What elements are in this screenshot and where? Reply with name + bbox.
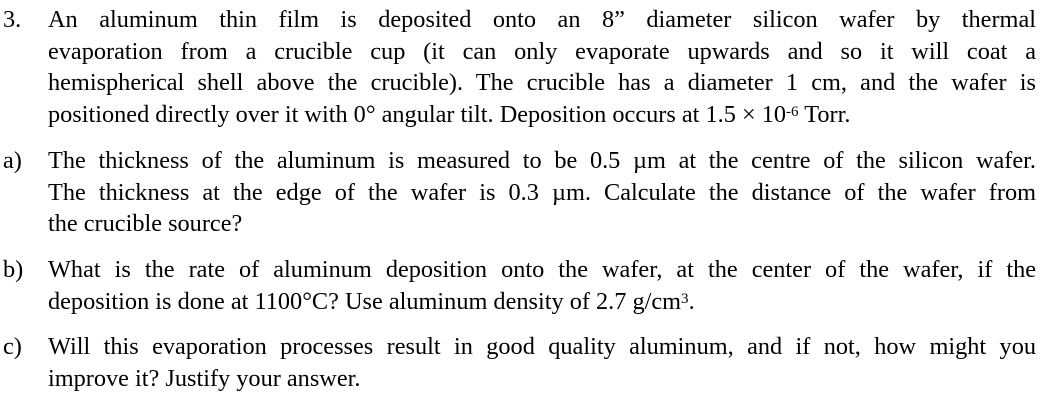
part-c-line-2: improve it? Justify your answer. bbox=[48, 364, 361, 392]
part-a-line-1: The thickness of the aluminum is measured to be 0.5 µm at the centre of the silicon wafer. bbox=[48, 147, 1036, 174]
part-b-line-2-text: deposition is done at 1100°C? Use aluminum density of 2.7 g/cm bbox=[48, 287, 682, 315]
intro-line-2: evaporation from a crucible cup (it can only evaporate upwards and so it will coat a bbox=[48, 37, 1036, 65]
part-a-line-3: the crucible source? bbox=[48, 210, 243, 237]
part-b-line-1: What is the rate of aluminum deposition onto the wafer, at the center of the wafer, if the bbox=[48, 256, 1036, 283]
part-b-line-2 bbox=[48, 286, 1036, 318]
pressure-unit: Torr. bbox=[798, 100, 851, 128]
intro-line-4 bbox=[48, 99, 1036, 131]
part-a-text bbox=[48, 145, 1036, 240]
problem-statement bbox=[48, 4, 1036, 130]
part-c-text bbox=[48, 331, 1036, 394]
part-c-line-1: Will this evaporation processes result in good quality aluminum, and if not, how might you bbox=[48, 333, 1036, 360]
part-a-line-2: The thickness at the edge of the wafer is 0.3 µm. Calculate the distance of the wafer from bbox=[48, 178, 1036, 206]
part-c-marker: c) bbox=[3, 333, 22, 360]
part-b-line-2-end: . bbox=[688, 287, 695, 315]
intro-line-1: An aluminum thin film is deposited onto an 8” diameter silicon wafer by thermal bbox=[48, 6, 1036, 33]
pressure-exponent: -6 bbox=[786, 104, 799, 121]
intro-line-3: hemispherical shell above the crucible). The crucible has a diameter 1 cm, and the wafer is bbox=[48, 69, 1036, 96]
density-exponent: 3 bbox=[681, 291, 689, 308]
part-b-marker: b) bbox=[3, 256, 24, 283]
part-a-marker: a) bbox=[3, 147, 22, 174]
part-b-text bbox=[48, 254, 1036, 317]
intro-line-4-text: positioned directly over it with 0° angular tilt. Deposition occurs at 1.5 × 10 bbox=[48, 100, 787, 128]
problem-number: 3. bbox=[3, 6, 22, 33]
